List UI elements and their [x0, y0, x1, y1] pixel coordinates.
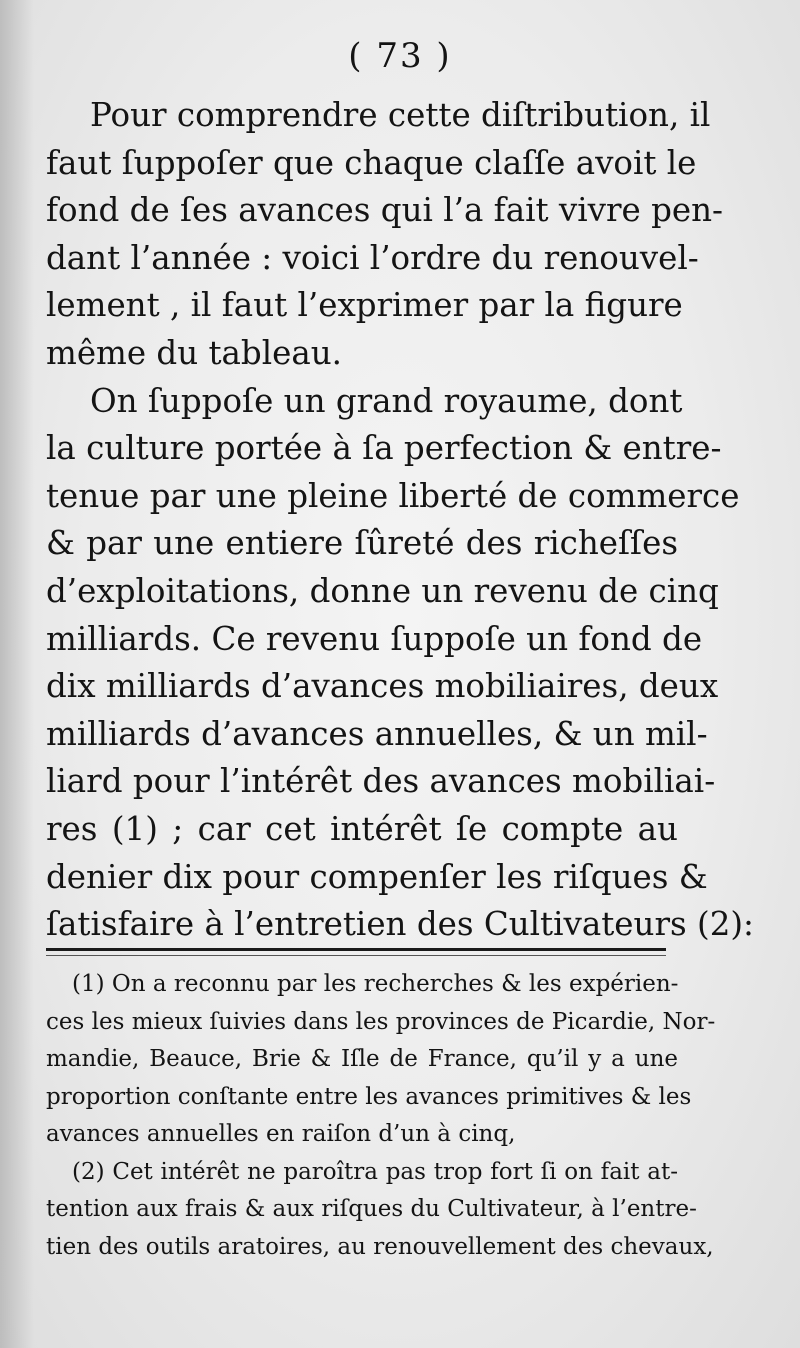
text-line: On ſuppoſe un grand royaume, dont [90, 381, 683, 420]
text-line: ſatisfaire à l’entretien des Cultivateurs (2): [46, 905, 755, 944]
text-line: dant l’année : voici l’ordre du renouvel- [46, 238, 699, 277]
text-line: milliards d’avances annuelles, & un mil- [46, 714, 708, 753]
text-line: denier dix pour compenſer les riſques & [46, 857, 708, 896]
footnote-line: (2) Cet intérêt ne paroîtra pas trop fort ſi on fait at- [72, 1158, 678, 1185]
text-line: d’exploitations, donne un revenu de cinq [46, 571, 719, 610]
footnotes [46, 966, 716, 1266]
footnote-line: proportion conſtante entre les avances primitives & les [46, 1083, 692, 1110]
text-line: lement , il faut l’exprimer par la figure [46, 286, 683, 325]
text-line: liard pour l’intérêt des avances mobiliai- [46, 762, 716, 801]
page-gutter-shadow [0, 0, 34, 1348]
footnote-line: tien des outils aratoires, au renouvellement des chevaux, [46, 1233, 714, 1260]
text-line: tenue par une pleine liberté de commerce [46, 476, 740, 515]
text-line: même du tableau. [46, 333, 343, 372]
text-line: & par une entiere ſûreté des richeſſes [46, 524, 678, 563]
text-line: Pour comprendre cette diſtribution, il [90, 96, 711, 134]
footnote-2 [46, 1154, 714, 1267]
page-number: ( 73 ) [348, 36, 452, 76]
paragraph-2 [46, 378, 755, 949]
text-line: dix milliards d’avances mobiliaires, deux [46, 667, 719, 706]
text-line: fond de ſes avances qui l’a fait vivre pen- [46, 191, 724, 230]
footnote-line: avances annuelles en raiſon d’un à cinq, [46, 1121, 516, 1147]
footnote-line: ces les mieux ſuivies dans les provinces de Picardie, Nor- [46, 1008, 716, 1035]
footnote-divider [46, 948, 666, 956]
body-text [46, 92, 755, 949]
text-line: milliards. Ce revenu ſuppoſe un fond de [46, 619, 703, 658]
text-line: faut ſuppoſer que chaque claſſe avoit le [46, 143, 697, 182]
footnote-line: mandie, Beauce, Brie & Iſle de France, qu’il y a une [46, 1046, 678, 1072]
text-line: res (1) ; car cet intérêt ſe compte au [46, 809, 678, 848]
footnote-1 [46, 966, 716, 1154]
footnote-line: tention aux frais & aux riſques du Cultivateur, à l’entre- [46, 1196, 697, 1222]
footnote-line: (1) On a reconnu par les recherches & les expérien- [72, 971, 679, 997]
text-line: la culture portée à ſa perfection & entre- [46, 429, 722, 468]
paragraph-1 [46, 92, 724, 378]
